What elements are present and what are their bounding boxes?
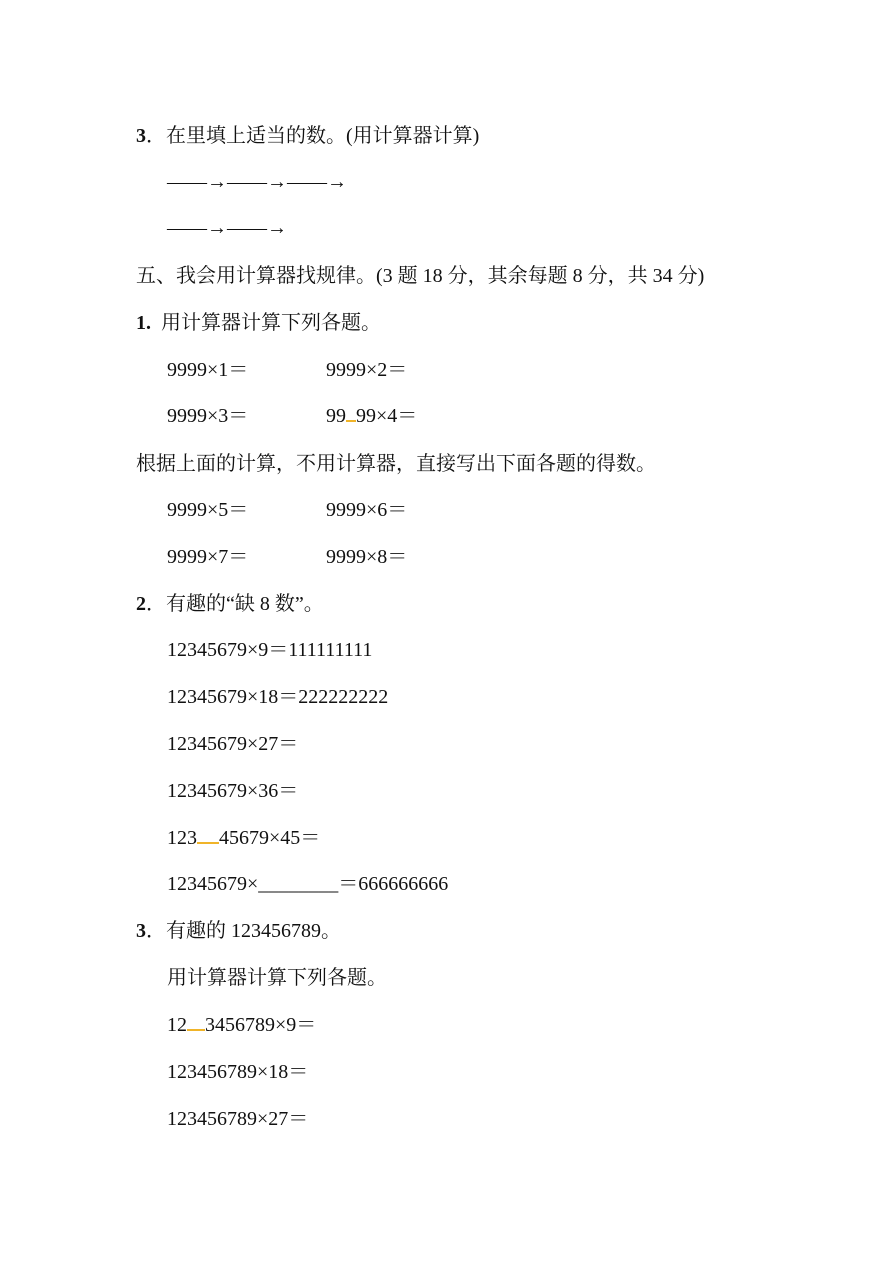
problem-2-heading [136, 592, 324, 616]
calc-line: 12345679×9＝111111111 [167, 639, 373, 661]
calc-line: 123456789×27＝ [167, 1108, 309, 1130]
calc-9999x2: 9999×2＝ [326, 359, 408, 381]
problem-number: 2 [136, 593, 146, 615]
calc-part: 123 [167, 827, 197, 849]
section-5-title: 五、我会用计算器找规律。(3 题 18 分，其余每题 8 分，共 34 分) [136, 265, 705, 287]
question-text: 在里填上适当的数。(用计算器计算) [166, 125, 480, 147]
question-3-fill-in [136, 124, 479, 148]
underline-mark [346, 408, 356, 422]
calc-9999x4 [326, 404, 417, 428]
calc-part: 3456789×9＝ [205, 1014, 317, 1036]
problem-3-heading [136, 919, 341, 943]
problem-separator: ． [146, 920, 166, 942]
problem-number: 1. [136, 312, 151, 334]
question-separator: ． [146, 125, 166, 147]
underline-mark [187, 1017, 205, 1031]
calc-line: 12345679×18＝222222222 [167, 686, 389, 708]
calc-9999x6: 9999×6＝ [326, 499, 408, 521]
problem-separator: ． [146, 593, 166, 615]
calc-line: 12345679×36＝ [167, 780, 299, 802]
problem-1-heading [136, 311, 381, 335]
calc-line: 12345679×27＝ [167, 733, 299, 755]
calc-line [167, 826, 320, 850]
problem-text: 用计算器计算下列各题。 [161, 312, 381, 334]
underline-mark [197, 830, 219, 844]
calc-9999x1: 9999×1＝ [167, 359, 249, 381]
arrow-chain-1: ——→——→——→ [167, 171, 347, 193]
problem-number: 3 [136, 920, 146, 942]
problem-text: 有趣的“缺 8 数”。 [166, 593, 324, 615]
calc-part: 45679×45＝ [219, 827, 321, 849]
calc-part: 12 [167, 1014, 187, 1036]
calc-line-with-blank: 12345679×________＝666666666 [167, 873, 449, 895]
question-number: 3 [136, 125, 146, 147]
calc-part: 99×4＝ [356, 405, 418, 427]
calc-part: 99 [326, 405, 346, 427]
calc-line: 123456789×18＝ [167, 1061, 309, 1083]
instruction-note: 根据上面的计算，不用计算器，直接写出下面各题的得数。 [136, 453, 656, 475]
problem-text: 有趣的 123456789。 [166, 920, 341, 942]
arrow-chain-2: ——→——→ [167, 217, 287, 239]
calc-9999x8: 9999×8＝ [326, 546, 408, 568]
problem-3-subheading: 用计算器计算下列各题。 [167, 967, 387, 989]
calc-9999x3: 9999×3＝ [167, 405, 249, 427]
calc-9999x5: 9999×5＝ [167, 499, 249, 521]
calc-line [167, 1013, 316, 1037]
calc-9999x7: 9999×7＝ [167, 546, 249, 568]
